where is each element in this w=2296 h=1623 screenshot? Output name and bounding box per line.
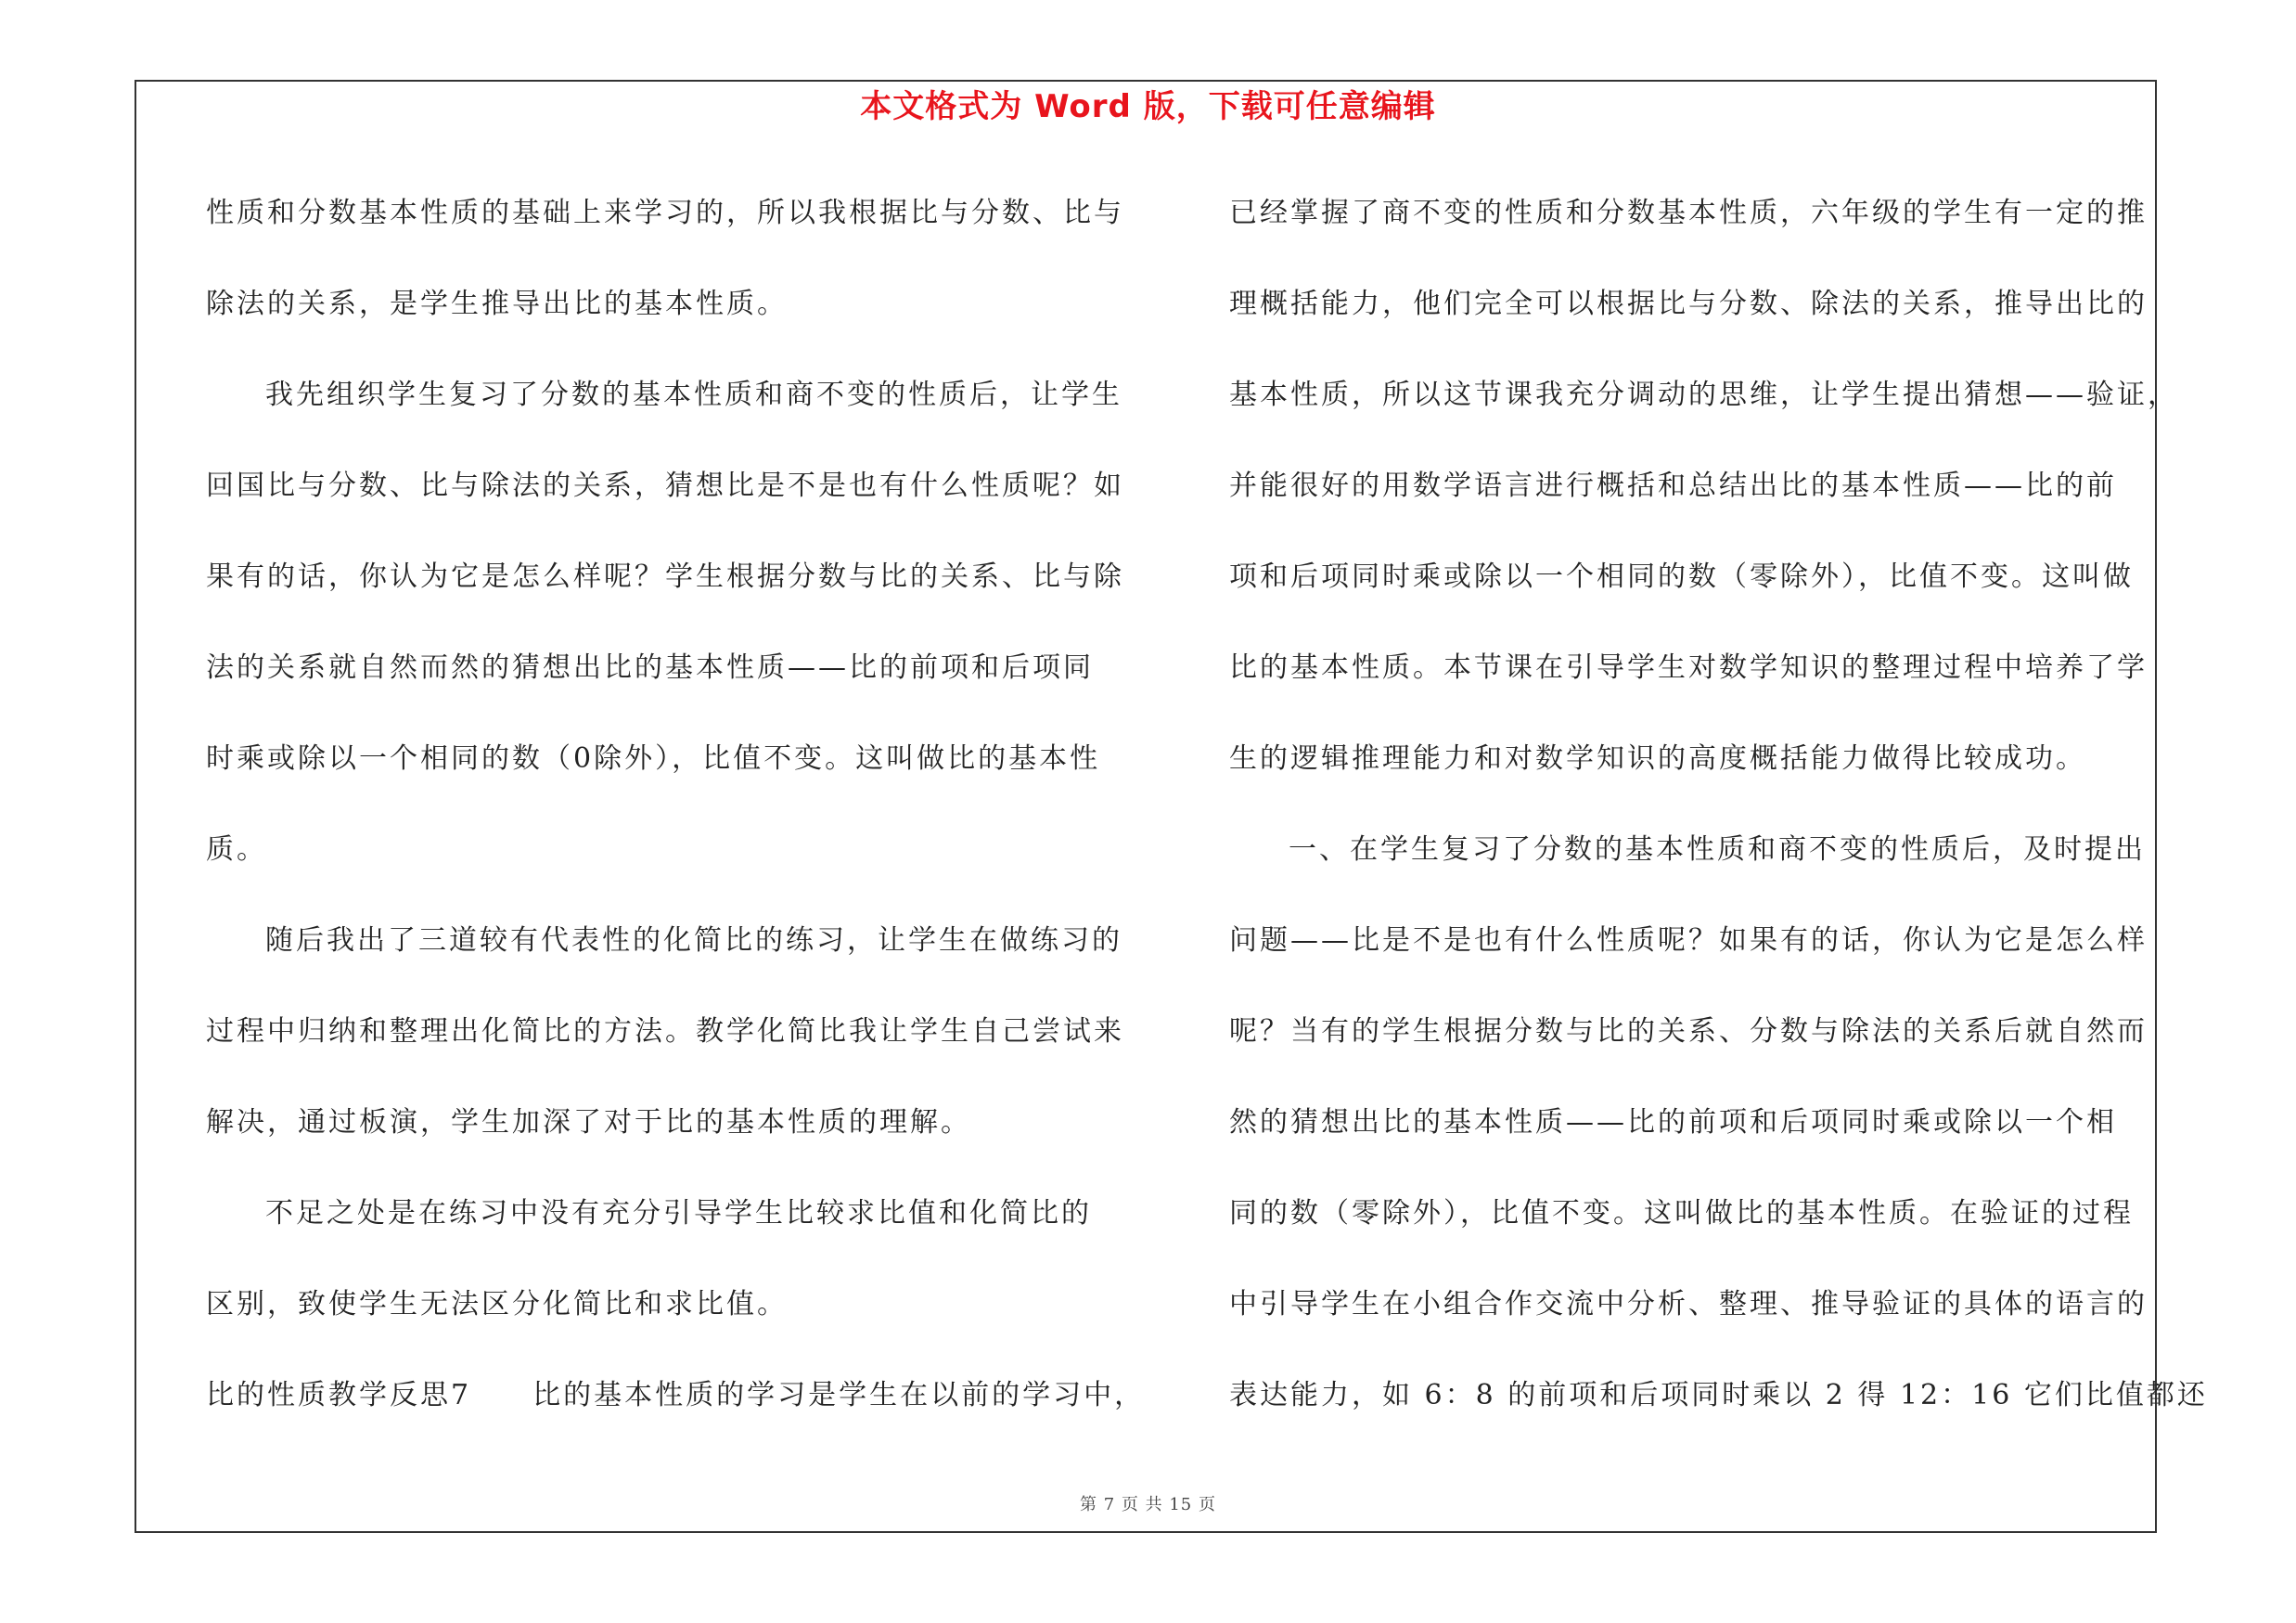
paragraph-line: 表达能力，如 6：8 的前项和后项同时乘以 2 得 12：16 它们比值都还 (1229, 1379, 2208, 1411)
paragraph-line: 质。 (206, 833, 267, 866)
paragraph-line: 回国比与分数、比与除法的关系，猜想比是不是也有什么性质呢？如 (206, 470, 1124, 502)
paragraph-line: 随后我出了三道较有代表性的化简比的练习，让学生在做练习的 (265, 924, 1122, 957)
right-text-column (1229, 182, 2208, 1455)
paragraph-line: 比的性质教学反思7 比的基本性质的学习是学生在以前的学习中， (206, 1379, 1146, 1411)
paragraph-line: 问题——比是不是也有什么性质呢？如果有的话，你认为它是怎么样 (1229, 924, 2148, 957)
left-text-column (206, 182, 1146, 1455)
paragraph-line: 除法的关系，是学生推导出比的基本性质。 (206, 288, 788, 320)
paragraph-line: 解决，通过板演，学生加深了对于比的基本性质的理解。 (206, 1106, 971, 1139)
paragraph-line: 性质和分数基本性质的基础上来学习的，所以我根据比与分数、比与 (206, 197, 1124, 229)
paragraph-line: 过程中归纳和整理出化简比的方法。教学化简比我让学生自己尝试来 (206, 1015, 1124, 1048)
paragraph-line: 生的逻辑推理能力和对数学知识的高度概括能力做得比较成功。 (1229, 742, 2086, 775)
paragraph-line: 然的猜想出比的基本性质——比的前项和后项同时乘或除以一个相 (1229, 1106, 2117, 1139)
paragraph-line: 理概括能力，他们完全可以根据比与分数、除法的关系，推导出比的 (1229, 288, 2148, 320)
paragraph-line: 一、在学生复习了分数的基本性质和商不变的性质后，及时提出 (1289, 833, 2146, 866)
paragraph-line: 比的基本性质。本节课在引导学生对数学知识的整理过程中培养了学 (1229, 651, 2148, 684)
page-number-footer: 第 7 页 共 15 页 (1080, 1495, 1216, 1514)
paragraph-line: 并能很好的用数学语言进行概括和总结出比的基本性质——比的前 (1229, 470, 2117, 502)
paragraph-line: 我先组织学生复习了分数的基本性质和商不变的性质后，让学生 (265, 379, 1122, 411)
paragraph-line: 法的关系就自然而然的猜想出比的基本性质——比的前项和后项同 (206, 651, 1094, 684)
paragraph-line: 中引导学生在小组合作交流中分析、整理、推导验证的具体的语言的 (1229, 1288, 2148, 1320)
paragraph-line: 不足之处是在练习中没有充分引导学生比较求比值和化简比的 (265, 1197, 1092, 1230)
paragraph-line: 果有的话，你认为它是怎么样呢？学生根据分数与比的关系、比与除 (206, 560, 1124, 593)
paragraph-line: 项和后项同时乘或除以一个相同的数（零除外），比值不变。这叫做 (1229, 560, 2134, 593)
paragraph-line: 时乘或除以一个相同的数（0除外），比值不变。这叫做比的基本性 (206, 742, 1101, 775)
paragraph-line: 区别，致使学生无法区分化简比和求比值。 (206, 1288, 788, 1320)
paragraph-line: 基本性质，所以这节课我充分调动的思维，让学生提出猜想——验证， (1229, 379, 2178, 411)
paragraph-line: 已经掌握了商不变的性质和分数基本性质，六年级的学生有一定的推 (1229, 197, 2148, 229)
paragraph-line: 同的数（零除外），比值不变。这叫做比的基本性质。在验证的过程 (1229, 1197, 2134, 1230)
format-banner: 本文格式为 Word 版，下载可任意编辑 (860, 88, 1436, 125)
paragraph-line: 呢？当有的学生根据分数与比的关系、分数与除法的关系后就自然而 (1229, 1015, 2148, 1048)
